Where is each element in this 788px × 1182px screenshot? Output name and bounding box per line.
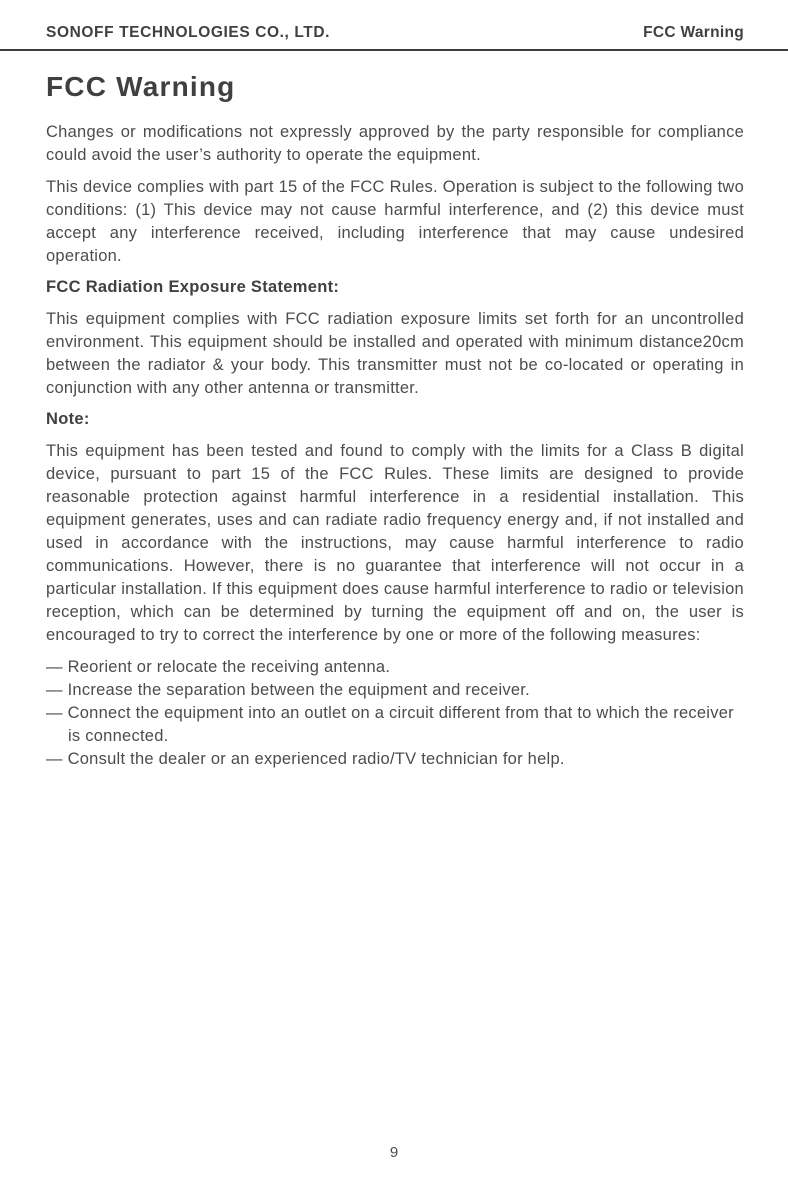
page-header bbox=[0, 0, 788, 51]
paragraph-note-class-b: This equipment has been tested and found to comply with the limits for a Class B digital device, pursuant to part 15 of the FCC Rules. These limits are designed to provide reasonable protection against harmful interference in a residential installation. This equipment generates, uses and can radiate radio frequency energy and, if not installed and used in accordance with the instructions, may cause harmful interference to radio communications. However, there is no guarantee that interference will not occur in a particular installation. If this equipment does cause harmful interference to radio or television reception, which can be determined by turning the equipment off and on, the user is encouraged to try to correct the interference by one or more of the following measures: bbox=[46, 442, 744, 644]
page-title: FCC Warning bbox=[46, 71, 236, 102]
heading-radiation-exposure: FCC Radiation Exposure Statement: bbox=[46, 278, 340, 296]
paragraph-radiation-exposure: This equipment complies with FCC radiation exposure limits set forth for an uncontrolled environment. This equipment should be installed and operated with minimum distance20cm between the radiator & your body. This transmitter must not be co-located or operating in conjunction with any other antenna or transmitter. bbox=[46, 310, 744, 397]
list-item-consult-dealer: — Consult the dealer or an experienced radio/TV technician for help. bbox=[46, 750, 565, 768]
document-content bbox=[0, 70, 788, 771]
paragraph-part15-compliance: This device complies with part 15 of the FCC Rules. Operation is subject to the following two conditions: (1) This device may not cause harmful interference, and (2) this device must accept any interference received, including interference that may cause undesired operation. bbox=[46, 178, 744, 265]
list-item-connect-outlet: — Connect the equipment into an outlet on a circuit different from that to which the receiver is connected. bbox=[46, 704, 734, 745]
paragraph-changes-modifications: Changes or modifications not expressly approved by the party responsible for compliance could avoid the user’s authority to operate the equipment. bbox=[46, 123, 744, 164]
measures-list bbox=[46, 656, 744, 771]
list-item-reorient-antenna: — Reorient or relocate the receiving antenna. bbox=[46, 658, 391, 676]
header-company-name: SONOFF TECHNOLOGIES CO., LTD. bbox=[46, 24, 331, 41]
list-item-increase-separation: — Increase the separation between the equipment and receiver. bbox=[46, 681, 530, 699]
header-section-title: FCC Warning bbox=[643, 24, 744, 41]
page-number: 9 bbox=[389, 1144, 399, 1161]
page-footer bbox=[0, 1144, 788, 1161]
heading-note: Note: bbox=[46, 410, 90, 428]
